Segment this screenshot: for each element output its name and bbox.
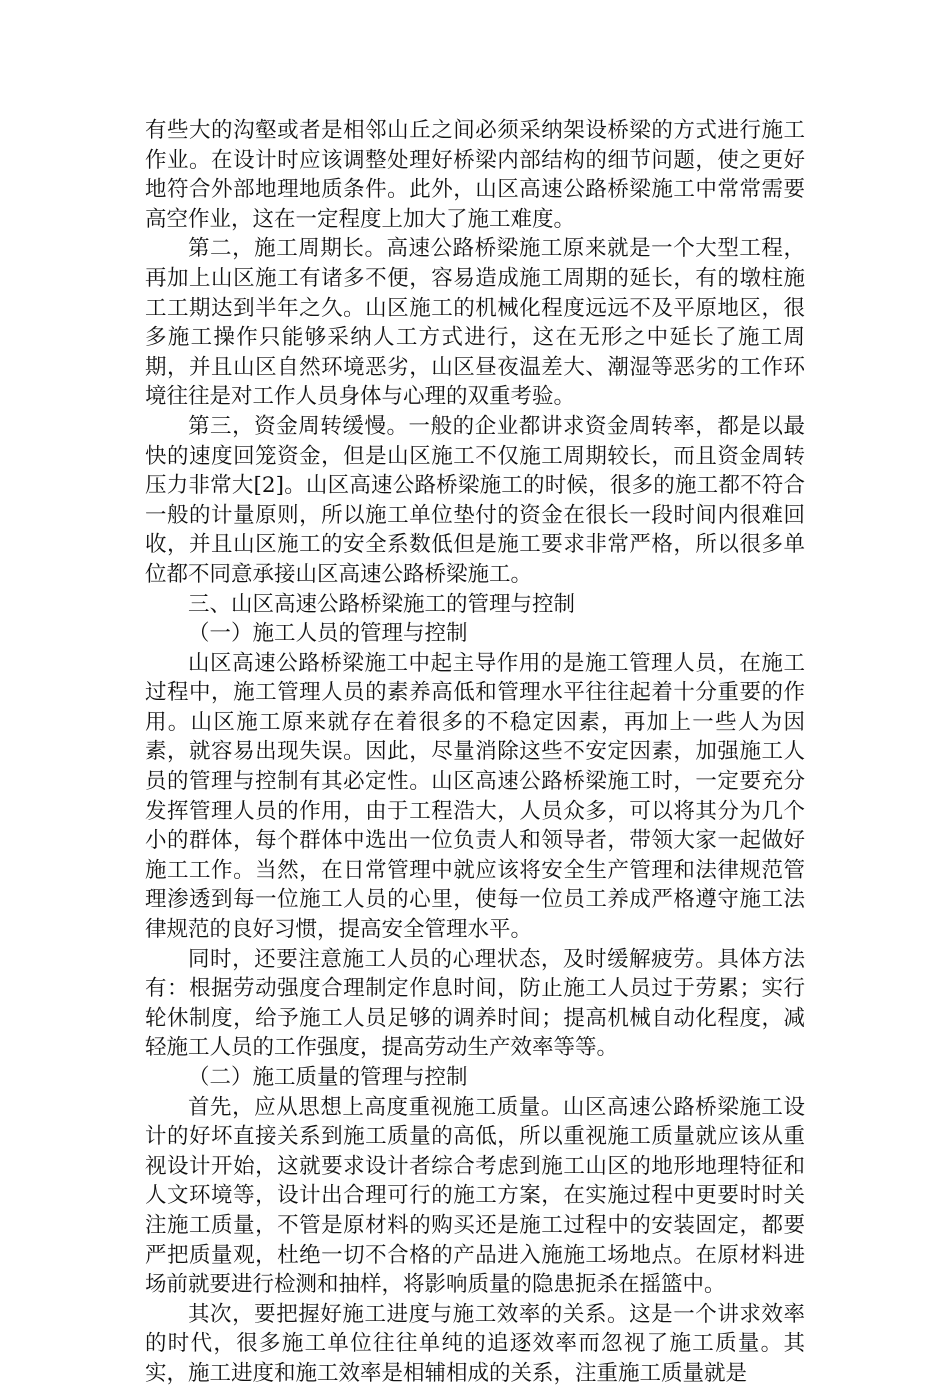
subsection-heading-personnel: （一）施工人员的管理与控制 [188, 621, 468, 647]
paragraph-progress-efficiency: 其次，要把握好施工进度与施工效率的关系。这是一个讲求效率的时代，很多施工单位往往单纯的追逐效率而忽视了施工质量。其实，施工进度和施工效率是相辅相成的关系，注重施工质量就是 [145, 1301, 805, 1386]
paragraph-bridge-construction: 有些大的沟壑或者是相邻山丘之间必须采纳架设桥梁的方式进行施工作业。在设计时应该调整处理好桥梁内部结构的细节问题，使之更好地符合外部地理地质条件。此外，山区高速公路桥梁施工中常常需要高空作业，这在一定程度上加大了施工难度。 [145, 118, 805, 232]
section-heading-management-control: 三、山区高速公路桥梁施工的管理与控制 [188, 591, 576, 617]
document-body [145, 116, 805, 1389]
paragraph-psychological-state: 同时，还要注意施工人员的心理状态，及时缓解疲劳。具体方法有：根据劳动强度合理制定作息时间，防止施工人员过于劳累；实行轮休制度，给予施工人员足够的调养时间；提高机械自动化程度，减轻施工人员的工作强度，提高劳动生产效率等等。 [145, 946, 805, 1061]
paragraph-personnel-management: 山区高速公路桥梁施工中起主导作用的是施工管理人员，在施工过程中，施工管理人员的素养高低和管理水平往往起着十分重要的作用。山区施工原来就存在着很多的不稳定因素，再加上一些人为因素，就容易出现失误。因此，尽量消除这些不安定因素，加强施工人员的管理与控制有其必定性。山区高速公路桥梁施工时，一定要充分发挥管理人员的作用，由于工程浩大，人员众多，可以将其分为几个小的群体，每个群体中选出一位负责人和领导者，带领大家一起做好施工工作。当然，在日常管理中就应该将安全生产管理和法律规范管理渗透到每一位施工人员的心里，使每一位员工养成严格遵守施工法律规范的良好习惯，提高安全管理水平。 [145, 650, 805, 943]
paragraph-slow-capital-turnover: 第三，资金周转缓慢。一般的企业都讲求资金周转率，都是以最快的速度回笼资金，但是山区施工不仅施工周期较长，而且资金周转压力非常大[2]。山区高速公路桥梁施工的时候，很多的施工都不符合一般的计量原则，所以施工单位垫付的资金在很长一段时间内很难回收，并且山区施工的安全系数低但是施工要求非常严格，所以很多单位都不同意承接山区高速公路桥梁施工。 [145, 413, 805, 587]
subsection-heading-quality: （二）施工质量的管理与控制 [188, 1065, 468, 1090]
paragraph-long-construction-period: 第二，施工周期长。高速公路桥梁施工原来就是一个大型工程，再加上山区施工有诸多不便，容易造成施工周期的延长，有的墩柱施工工期达到半年之久。山区施工的机械化程度远远不及平原地区，很多施工操作只能够采纳人工方式进行，这在无形之中延长了施工周期，并且山区自然环境恶劣，山区昼夜温差大、潮湿等恶劣的工作环境往往是对工作人员身体与心理的双重考验。 [145, 236, 805, 410]
paragraph-quality-first: 首先，应从思想上高度重视施工质量。山区高速公路桥梁施工设计的好坏直接关系到施工质量的高低，所以重视施工质量就应该从重视设计开始，这就要求设计者综合考虑到施工山区的地形地理特征和人文环境等，设计出合理可行的施工方案，在实施过程中更要时时关注施工质量，不管是原材料的购买还是施工过程中的安装固定，都要严把质量观，杜绝一切不合格的产品进入施施工场地点。在原材料进场前就要进行检测和抽样，将影响质量的隐患扼杀在摇篮中。 [145, 1094, 805, 1298]
